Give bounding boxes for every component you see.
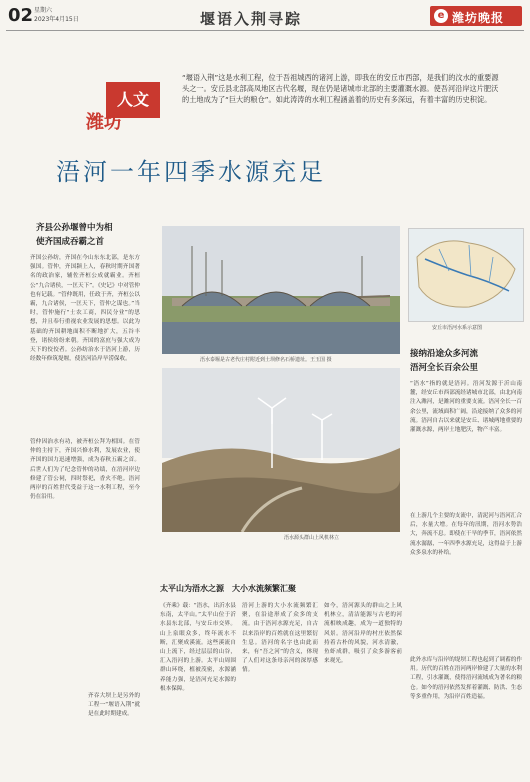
page-number: 02 [8,5,34,26]
brand-name: 潍坊晚报 [452,11,505,25]
right-body-3: 此外水库与沿岸的堤坝工程也起到了调蓄的作用。历代的百姓在浯河两岸修建了大量的水利工程，引水灌溉，使得浯河流域成为著名的粮仓。如今的浯河依然发挥着灌溉、防洪、生态等多重作用，为沿岸百姓造福。 [410,657,522,700]
right-subhead-1: 接纳沿途众多河流 [410,349,479,359]
bottom-body-2: 浯河上游的大小水流频繁汇聚，在沿途形成了众多的支流。由于浯河水源充足，自古以来沿岸的百姓就在这里繁衍生息。浯河的名字也由此而来，有“吾之河”的含义，体现了人们对这条母亲河的深厚感情。 [242,603,318,674]
left-body-1: 齐国公孙纺，齐国在今山东东北部，是东方强国。管仲，齐国颍上人，春秋时期齐国著名的政治家，辅佐齐桓公成就霸业。齐桓公“九合诸侯，一匡天下”。《史记》中对管仲也有记载。“管仲既用，任政于齐，齐桓公以霸，九合诸侯，一匡天下，管仲之谋也。”当时，管仲施行“士农工商，四民分业”的思想，并且奉行重视农业发展的思想。以此为基础的齐国耕地面积不断地扩大，五谷丰登，诸侯纷纷来朝。齐国的富庶与强大成为天下的佼佼者。公孙纺治水于浯河上游，历经数年修筑堤堰，使浯河沿岸旱涝保收。 [30,255,140,363]
page-header [0,0,530,34]
right-subhead-2: 浯河全长百余公里 [410,363,479,373]
lead-paragraph: “堰语入荆”这是水利工程，位于吾祖城西的诸河上游，即我在的安丘市西部，是我们的汶水的重要源头之一。安丘县北部高凤地区古代名堰，现在仍是诸城市北部的主要灌溉水源。使吾河沿岸这片肥沃的土地成为了“巨大的粮仓”。如此涛涛的水利工程涵盖着的历史有多深远，有着丰富的历史积淀。 [182,73,499,104]
column-badge-city: 潍坊 [86,112,122,133]
section-title: 堰语入荆寻踪 [200,10,303,28]
column-badge: 人文 [106,82,160,118]
photo-stone-bridge [162,226,400,354]
main-headline: 浯河一年四季水源充足 [56,158,326,186]
brand-banner [430,6,522,26]
left-body-2: 管仲因治水有功，被齐桓公拜为相国。在管仲的主持下，齐国兴修水利，发展农业，使齐国的国力迅速增强，成为春秋五霸之首。后世人们为了纪念管仲的功绩，在浯河岸边修建了管公祠，四时祭祀，香火不绝。浯河两岸的百姓世代受益于这一水利工程，至今仍在沿用。 [30,439,140,501]
right-body-1: “浯水”指的就是浯河。浯河发源于沂山南麓，经安丘市西部流经诸城市北部，由北向南注入潍河，是潍河的重要支流。浯河全长一百余公里，流域面积广阔，沿途接纳了众多的河流。浯河自古以来就是安丘、诸城两地重要的灌溉水源，两岸土地肥沃，物产丰富。 [410,381,522,434]
left-body-3: 齐吞大坝上是另外的工程一“堰语入荆”就是在此时期建成。 [88,693,140,718]
bottom-body-3: 如今，浯河源头的群山之上风机林立，清洁能源与古老的河流相映成趣，成为一道独特的风景。浯河沿岸的村庄依然保持着古朴的风貌，河水清澈，鱼虾成群，吸引了众多游客前来观光。 [324,603,402,665]
map-caption: 安丘市浯河水系示意图 [432,325,483,331]
photo-wind-turbines [162,368,400,532]
header-divider [6,30,524,31]
river-system-map [408,228,524,322]
bottom-body-1: 《齐乘》载：“浯水，出沂水县东南，太平山。”太平山位于沂水县东北部，与安丘市交界。山上泉眼众多，终年流水不断，汇聚成溪流。这些溪流自山上流下，经过层层的山谷，汇入浯河的上游。太平山周围群山环绕，植被茂密，水源涵养能力强，是浯河充足水源的根本保障。 [160,603,236,692]
bottom-subhead: 太平山为浯水之源 大小水流频繁汇聚 [160,584,296,593]
left-subhead-1: 齐县公孙堰曾中为相 [36,223,113,233]
left-subhead-2: 使齐国成吞霸之首 [36,237,105,247]
photo-1-caption: 浯水泰堰是古老代庄村附近到土坝修名石桥遗址。王玉国 摄 [200,357,332,363]
brand-logo-icon: e [434,9,448,23]
right-body-2: 在上游几个主要的支流中，清泥河与浯河汇合后，水量大增。在每年的汛期，浯河水势浩大，奔流不息。即使在干旱的季节，浯河依然流水潺潺，一年四季水源充足，这得益于上游众多泉水的补给。 [410,513,522,556]
weekday: 星期六 [34,7,53,14]
photo-2-caption: 浯水源头群山上风机林立 [284,535,340,541]
issue-date: 2023年4月15日 [34,16,79,23]
